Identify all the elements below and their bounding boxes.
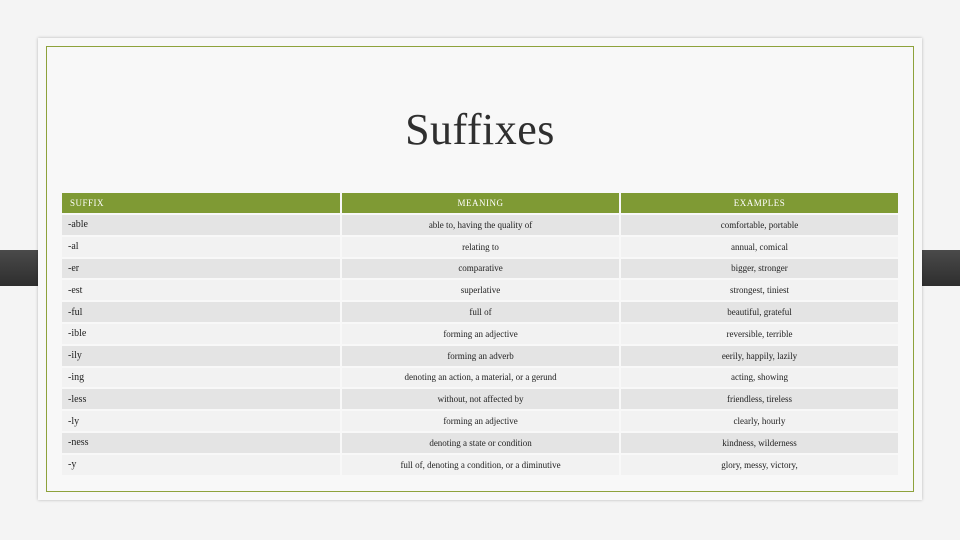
cell-suffix: -al <box>62 237 340 257</box>
side-bar-left <box>0 250 40 286</box>
header-meaning: MEANING <box>342 193 619 213</box>
cell-suffix: -ly <box>62 411 340 431</box>
cell-examples: reversible, terrible <box>621 324 898 344</box>
cell-meaning: full of <box>342 302 619 322</box>
cell-meaning: forming an adjective <box>342 411 619 431</box>
cell-meaning: full of, denoting a condition, or a diminutive <box>342 455 619 475</box>
cell-meaning: forming an adjective <box>342 324 619 344</box>
cell-suffix: -ness <box>62 433 340 453</box>
table-row <box>62 259 898 279</box>
cell-examples: kindness, wilderness <box>621 433 898 453</box>
cell-examples: acting, showing <box>621 368 898 388</box>
cell-meaning: without, not affected by <box>342 389 619 409</box>
cell-examples: glory, messy, victory, <box>621 455 898 475</box>
table-row <box>62 389 898 409</box>
table-row <box>62 280 898 300</box>
side-bar-right <box>920 250 960 286</box>
cell-meaning: denoting a state or condition <box>342 433 619 453</box>
table-header-row <box>62 193 898 213</box>
suffix-table <box>60 191 900 477</box>
cell-suffix: -ful <box>62 302 340 322</box>
table-row <box>62 411 898 431</box>
cell-examples: eerily, happily, lazily <box>621 346 898 366</box>
cell-meaning: able to, having the quality of <box>342 215 619 235</box>
table-row <box>62 455 898 475</box>
cell-examples: beautiful, grateful <box>621 302 898 322</box>
slide-title: Suffixes <box>405 105 555 154</box>
slide <box>38 38 922 500</box>
table-row <box>62 237 898 257</box>
cell-suffix: -er <box>62 259 340 279</box>
table-row <box>62 368 898 388</box>
table-row <box>62 302 898 322</box>
cell-suffix: -est <box>62 280 340 300</box>
cell-examples: clearly, hourly <box>621 411 898 431</box>
cell-meaning: relating to <box>342 237 619 257</box>
cell-meaning: superlative <box>342 280 619 300</box>
cell-meaning: forming an adverb <box>342 346 619 366</box>
cell-suffix: -ing <box>62 368 340 388</box>
table-row <box>62 215 898 235</box>
cell-suffix: -able <box>62 215 340 235</box>
cell-meaning: denoting an action, a material, or a gerund <box>342 368 619 388</box>
cell-meaning: comparative <box>342 259 619 279</box>
cell-suffix: -ible <box>62 324 340 344</box>
header-examples: EXAMPLES <box>621 193 898 213</box>
cell-examples: bigger, stronger <box>621 259 898 279</box>
cell-suffix: -less <box>62 389 340 409</box>
cell-suffix: -y <box>62 455 340 475</box>
cell-suffix: -ily <box>62 346 340 366</box>
cell-examples: friendless, tireless <box>621 389 898 409</box>
table-row <box>62 324 898 344</box>
table-row <box>62 346 898 366</box>
table-row <box>62 433 898 453</box>
header-suffix: SUFFIX <box>62 193 340 213</box>
cell-examples: strongest, tiniest <box>621 280 898 300</box>
cell-examples: annual, comical <box>621 237 898 257</box>
cell-examples: comfortable, portable <box>621 215 898 235</box>
